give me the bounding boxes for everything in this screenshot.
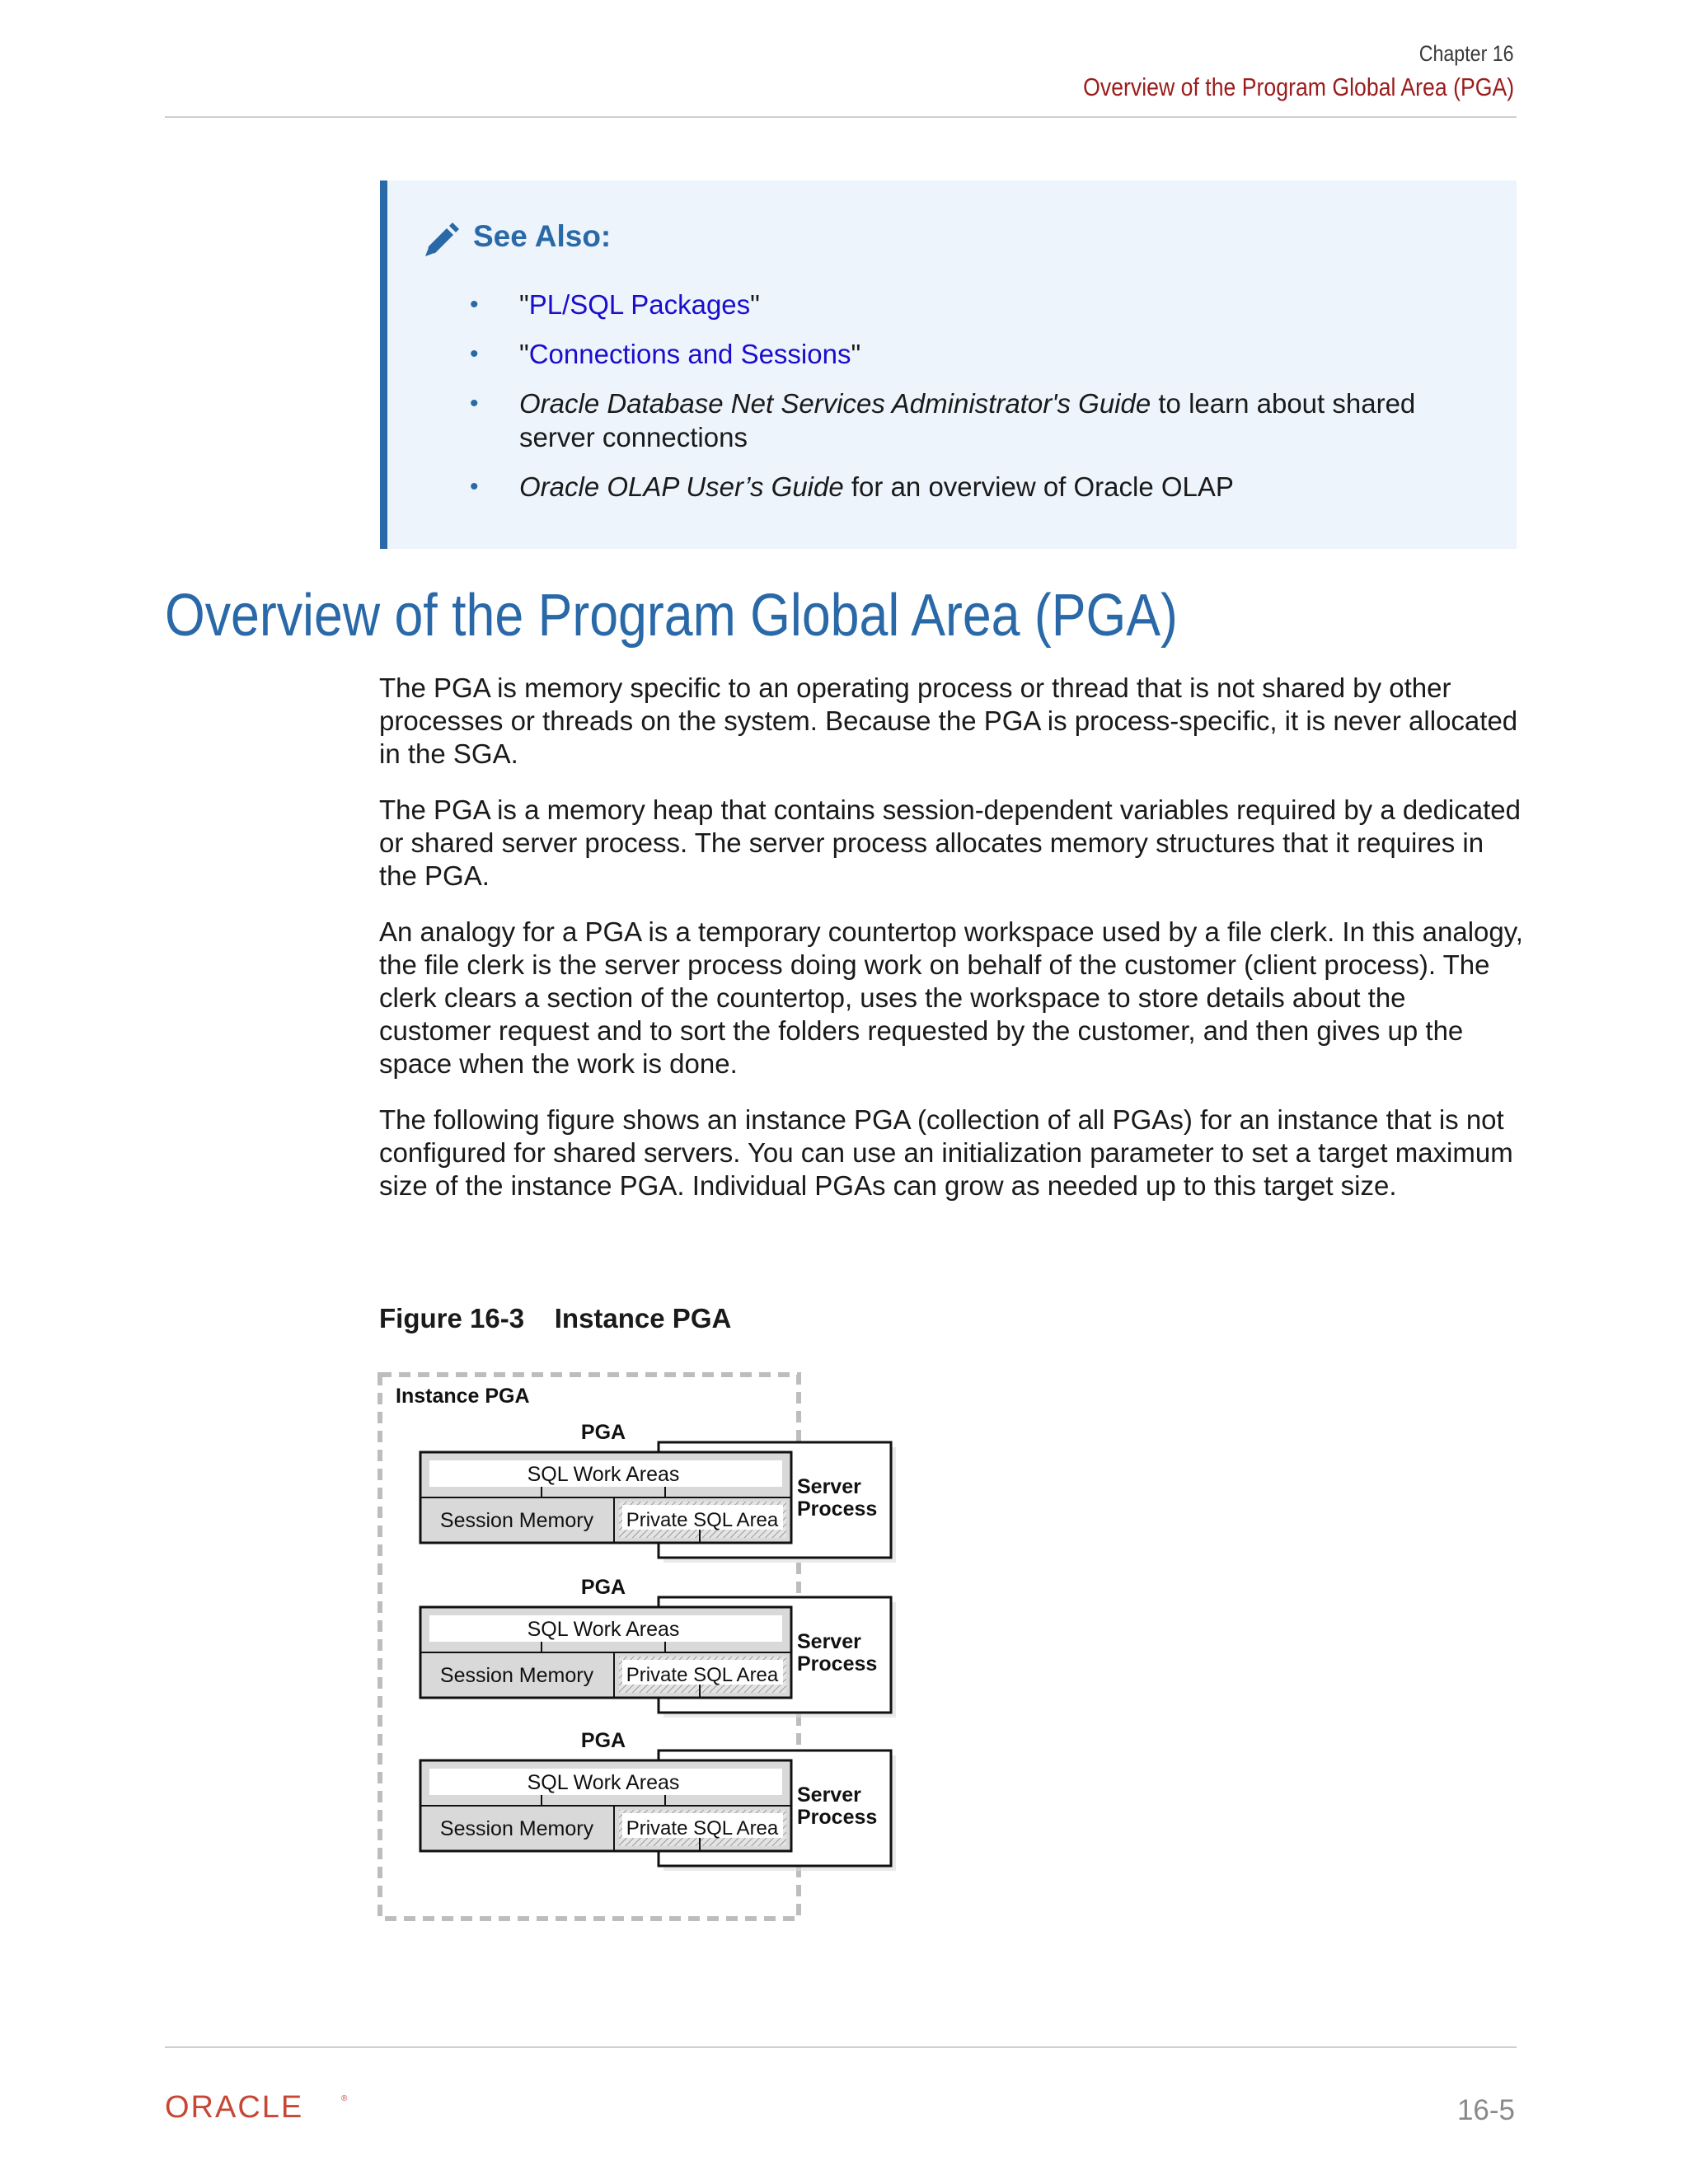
pga-label: PGA	[580, 1421, 626, 1444]
section-heading: Overview of the Program Global Area (PGA)	[165, 583, 1178, 649]
book-title: Oracle Database Net Services Administrator's Guide	[519, 388, 1151, 419]
private-sql-area-label: Private SQL Area	[626, 1664, 779, 1686]
pga-block	[420, 1576, 896, 1718]
sql-work-areas-label: SQL Work Areas	[527, 1463, 680, 1486]
figure-title: Instance PGA	[554, 1303, 732, 1333]
paragraph: The PGA is a memory heap that contains session-dependent variables required by a dedicated or shared server process. The server process allocates memory structures that it requires in the PGA.	[379, 794, 1521, 891]
instance-pga-label: Instance PGA	[396, 1385, 530, 1408]
pencil-icon	[422, 218, 463, 260]
server-process-label-line1: Server	[797, 1630, 861, 1653]
page-number: 16-5	[1456, 2094, 1515, 2126]
see-also-list	[470, 288, 1484, 519]
see-also-title: See Also:	[473, 219, 612, 253]
pga-label: PGA	[580, 1576, 626, 1599]
sql-work-areas-label: SQL Work Areas	[527, 1618, 680, 1641]
running-header-chapter: Chapter 16	[1419, 41, 1514, 66]
footer-divider	[165, 2046, 1517, 2048]
server-process-label-line1: Server	[797, 1783, 861, 1807]
link-connections-sessions[interactable]: Connections and Sessions	[528, 339, 851, 369]
private-sql-area-label: Private SQL Area	[626, 1509, 779, 1531]
link-plsql-packages[interactable]: PL/SQL Packages	[528, 289, 751, 320]
see-also-item: • Oracle Database Net Services Administrator's Guide to learn about shared server connections	[470, 387, 1484, 454]
svg-text:®: ®	[341, 2094, 348, 2103]
sql-work-areas-label: SQL Work Areas	[527, 1771, 680, 1794]
pga-label: PGA	[580, 1729, 626, 1752]
see-also-item: • Oracle OLAP User’s Guide for an overview of Oracle OLAP	[470, 470, 1484, 504]
running-header-section: Overview of the Program Global Area (PGA)	[1082, 73, 1514, 101]
body-text	[379, 672, 1525, 1226]
svg-text:ORACLE: ORACLE	[165, 2090, 304, 2122]
oracle-logo	[165, 2089, 354, 2122]
see-also-item: • "PL/SQL Packages"	[470, 288, 1484, 321]
pga-block	[420, 1421, 896, 1563]
paragraph: The following figure shows an instance PGA (collection of all PGAs) for an instance that is not configured for shared servers. You can use an initialization parameter to set a target maximum size of the instance PGA. Individual PGAs can grow as needed up to this target size.	[379, 1104, 1513, 1201]
server-process-label-line1: Server	[797, 1475, 861, 1498]
figure-caption	[379, 1303, 731, 1334]
instance-pga-diagram	[375, 1368, 919, 1937]
figure-number: Figure 16-3	[379, 1303, 525, 1333]
private-sql-area-label: Private SQL Area	[626, 1817, 779, 1840]
see-also-note	[380, 180, 1517, 549]
header-divider	[165, 116, 1517, 118]
session-memory-label: Session Memory	[439, 1509, 594, 1532]
server-process-label-line2: Process	[797, 1497, 878, 1521]
paragraph: An analogy for a PGA is a temporary countertop workspace used by a file clerk. In this analogy, the file clerk is the server process doing work on behalf of the customer (client process). The clerk clears a section of the countertop, uses the workspace to store details about the customer request and to sort the folders requested by the customer, and then gives up the space when the work is done.	[379, 916, 1523, 1079]
paragraph: The PGA is memory specific to an operating process or thread that is not shared by other processes or threads on the system. Because the PGA is process-specific, it is never allocated in the SGA.	[379, 673, 1518, 769]
server-process-label-line2: Process	[797, 1652, 878, 1675]
session-memory-label: Session Memory	[439, 1817, 594, 1840]
see-also-item: • "Connections and Sessions"	[470, 337, 1484, 371]
server-process-label-line2: Process	[797, 1806, 878, 1829]
session-memory-label: Session Memory	[439, 1664, 594, 1687]
book-title: Oracle OLAP User’s Guide	[519, 471, 844, 502]
pga-block	[420, 1729, 896, 1871]
